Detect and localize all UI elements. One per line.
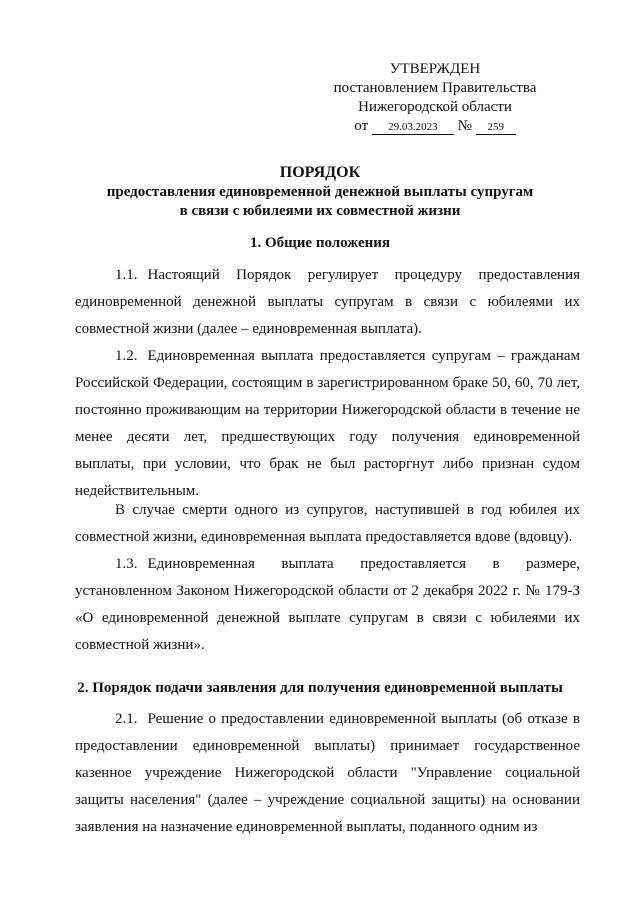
paragraph-text: Единовременная выплата предоставляется в размере, установленном Законом Нижегородской области от 2 декабря 2022 г. № 179-З «О единовременной денежной выплате супругам в связи с юбилеями их совместной жизни». [75,556,580,653]
paragraph-1-2 [75,343,580,505]
paragraph-text: Решение о предоставлении единовременной выплаты (об отказе в предоставлении единовременной выплаты) принимает государственное казенное учреждение Нижегородской области "Управление социальной защиты населения" (далее – учреждение социальной защиты) на основании заявления на назначение единовременной выплаты, поданного одним из [75,711,580,835]
paragraph-text: Настоящий Порядок регулирует процедуру предоставления единовременной денежной выплаты супругам в связи с юбилеями их совместной жизни (далее – единовременная выплата). [75,267,580,337]
section-2-heading: 2. Порядок подачи заявления для получения единовременной выплаты [77,680,563,696]
date-prefix: от [354,118,369,134]
paragraph-number: 2.1. [115,711,138,727]
section-1-heading: 1. Общие положения [249,235,391,251]
approval-date-line [320,117,550,136]
paragraph-text: В случае смерти одного из супругов, наступившей в год юбилея их совместной жизни, единовременная выплата предоставляется вдове (вдовцу). [75,502,580,545]
approval-block [320,60,550,136]
approval-date: 29.03.2023 [372,120,454,135]
approval-number: 259 [476,120,516,135]
paragraph-number: 1.2. [115,348,138,364]
document-title [60,163,580,221]
approval-region: Нижегородской области [358,99,512,115]
title-sub-line1: предоставления единовременной денежной выплаты супругам [106,184,534,200]
approval-heading: УТВЕРЖДЕН [389,61,481,77]
title-sub-line2: в связи с юбилеями их совместной жизни [179,203,461,219]
paragraph-1-1 [75,262,580,343]
paragraph-1-3 [75,551,580,659]
paragraph-text: Единовременная выплата предоставляется супругам – гражданам Российской Федерации, состоящим в зарегистрированном браке 50, 60, 70 лет, постоянно проживающим на территории Нижегородской области в течение не менее десяти лет, предшествующих году получения единовременной выплаты, при условии, что брак не был расторгнут либо признан судом недействительным. [75,348,580,499]
title-main: ПОРЯДОК [279,164,361,181]
paragraph-2-1 [75,706,580,841]
number-sign: № [457,118,472,134]
paragraph-number: 1.1. [115,267,138,283]
approval-decree: постановлением Правительства [333,80,537,96]
paragraph-number: 1.3. [115,556,138,572]
paragraph-1-2-continued [75,497,580,551]
